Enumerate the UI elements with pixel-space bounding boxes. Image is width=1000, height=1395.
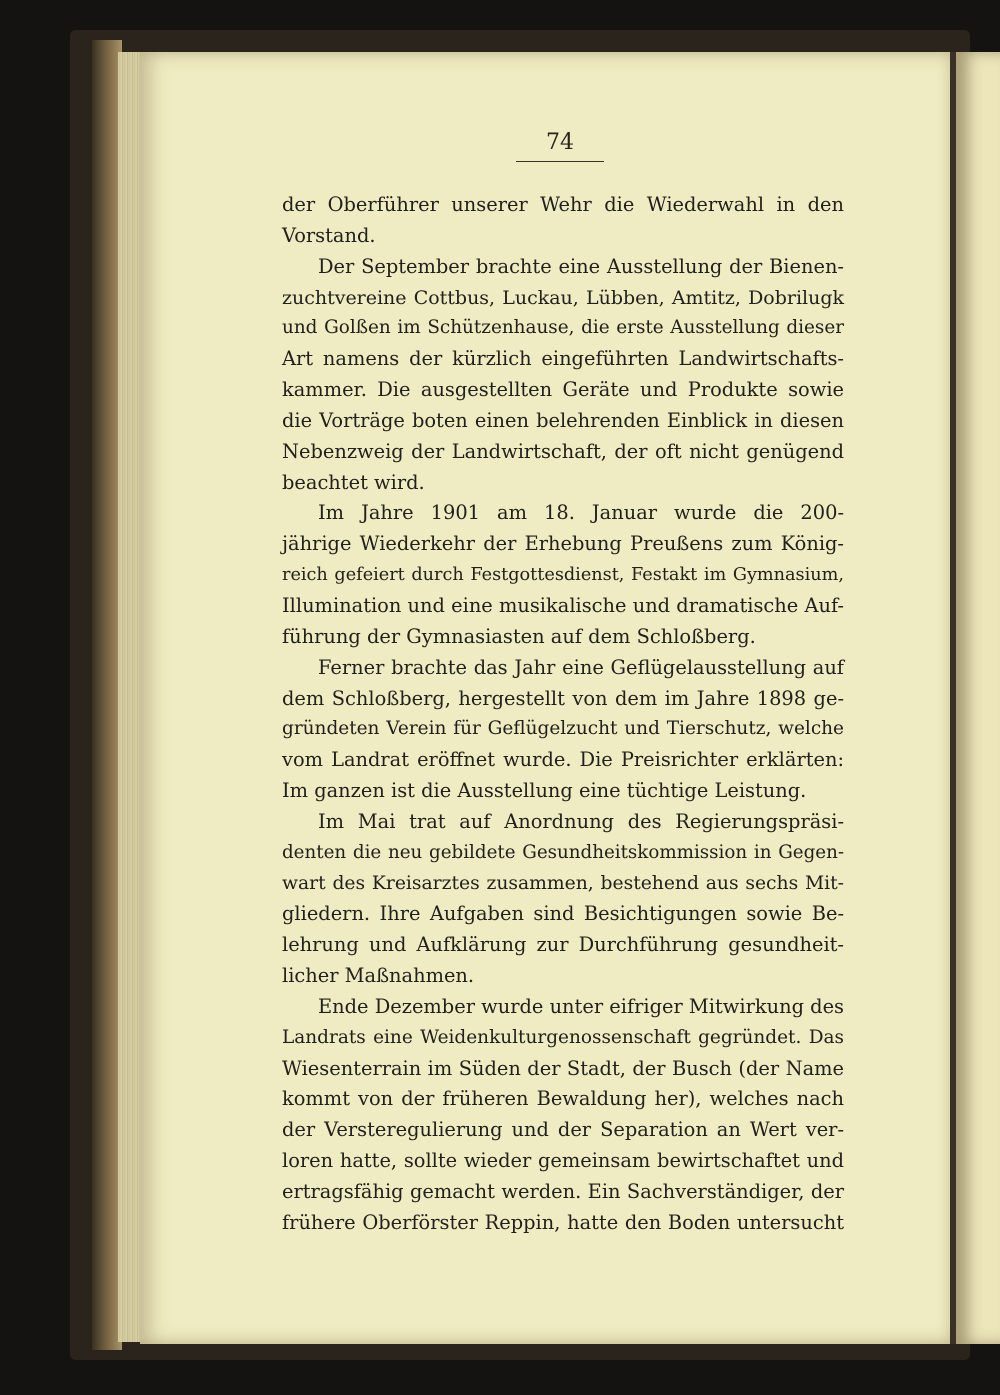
text-line: die Vorträge boten einen belehrenden Einblick in diesen: [282, 408, 844, 432]
text-line: jährige Wiederkehr der Erhebung Preußens zum König-: [282, 532, 844, 556]
facing-page-edge: [956, 52, 1000, 1344]
page-number-rule: [516, 161, 604, 162]
text-line: Im Jahre 1901 am 18. Januar wurde die 200-: [318, 501, 844, 525]
text-line: Wiesenterrain im Süden der Stadt, der Busch (der Name: [282, 1056, 844, 1080]
text-line: zuchtvereine Cottbus, Luckau, Lübben, Amtitz, Dobrilugk: [282, 286, 844, 309]
text-line: dem Schloßberg, hergestellt von dem im Jahre 1898 ge-: [282, 686, 844, 710]
text-line: Im Mai trat auf Anordnung des Regierungspräsi-: [318, 809, 844, 833]
text-line: lehrung und Aufklärung zur Durchführung gesundheit-: [282, 933, 844, 957]
text-line: gründeten Verein für Geflügelzucht und Tierschutz, welche: [282, 718, 844, 740]
body-text: [282, 190, 844, 1239]
text-line: reich gefeiert durch Festgottesdienst, Festakt im Gymnasium,: [282, 565, 844, 586]
text-line: der Versteregulierung und der Separation an Wert ver-: [282, 1118, 844, 1142]
text-line: Illumination und eine musikalische und dramatische Auf-: [282, 593, 844, 617]
text-line: Der September brachte eine Ausstellung der Bienen-: [318, 254, 844, 278]
text-line: denten die neu gebildete Gesundheitskommission in Gegen-: [282, 841, 844, 863]
text-line: ertragsfähig gemacht werden. Ein Sachverständiger, der: [282, 1180, 844, 1203]
text-line: licher Maßnahmen.: [282, 964, 475, 988]
text-line: Im ganzen ist die Ausstellung eine tüchtige Leistung.: [282, 779, 807, 803]
text-line: gliedern. Ihre Aufgaben sind Besichtigungen sowie Be-: [282, 902, 844, 926]
text-line: loren hatte, sollte wieder gemeinsam bewirtschaftet und: [282, 1149, 844, 1173]
page-number: 74: [546, 130, 574, 155]
text-line: beachtet wird.: [282, 470, 425, 494]
text-line: Art namens der kürzlich eingeführten Landwirtschafts-: [282, 347, 844, 371]
text-line: führung der Gymnasiasten auf dem Schloßberg.: [282, 624, 756, 648]
text-line: kommt von der früheren Bewaldung her), welches nach: [282, 1087, 844, 1111]
text-line: der Oberführer unserer Wehr die Wiederwahl in den: [282, 193, 844, 216]
text-line: vom Landrat eröffnet wurde. Die Preisrichter erklärten:: [282, 748, 844, 772]
text-line: Vorstand.: [282, 223, 376, 247]
text-line: Ferner brachte das Jahr eine Geflügelausstellung auf: [318, 655, 844, 679]
text-line: und Golßen im Schützenhause, die erste Ausstellung dieser: [282, 317, 844, 339]
text-line: Nebenzweig der Landwirtschaft, der oft nicht genügend: [282, 439, 844, 463]
text-line: wart des Kreisarztes zusammen, bestehend aus sechs Mit-: [282, 872, 844, 894]
text-line: frühere Oberförster Reppin, hatte den Boden untersucht: [282, 1210, 844, 1234]
text-line: Ende Dezember wurde unter eifriger Mitwirkung des: [318, 994, 844, 1018]
text-line: kammer. Die ausgestellten Geräte und Produkte sowie: [282, 378, 844, 402]
text-line: Landrats eine Weidenkulturgenossenschaft gegründet. Das: [282, 1026, 844, 1048]
